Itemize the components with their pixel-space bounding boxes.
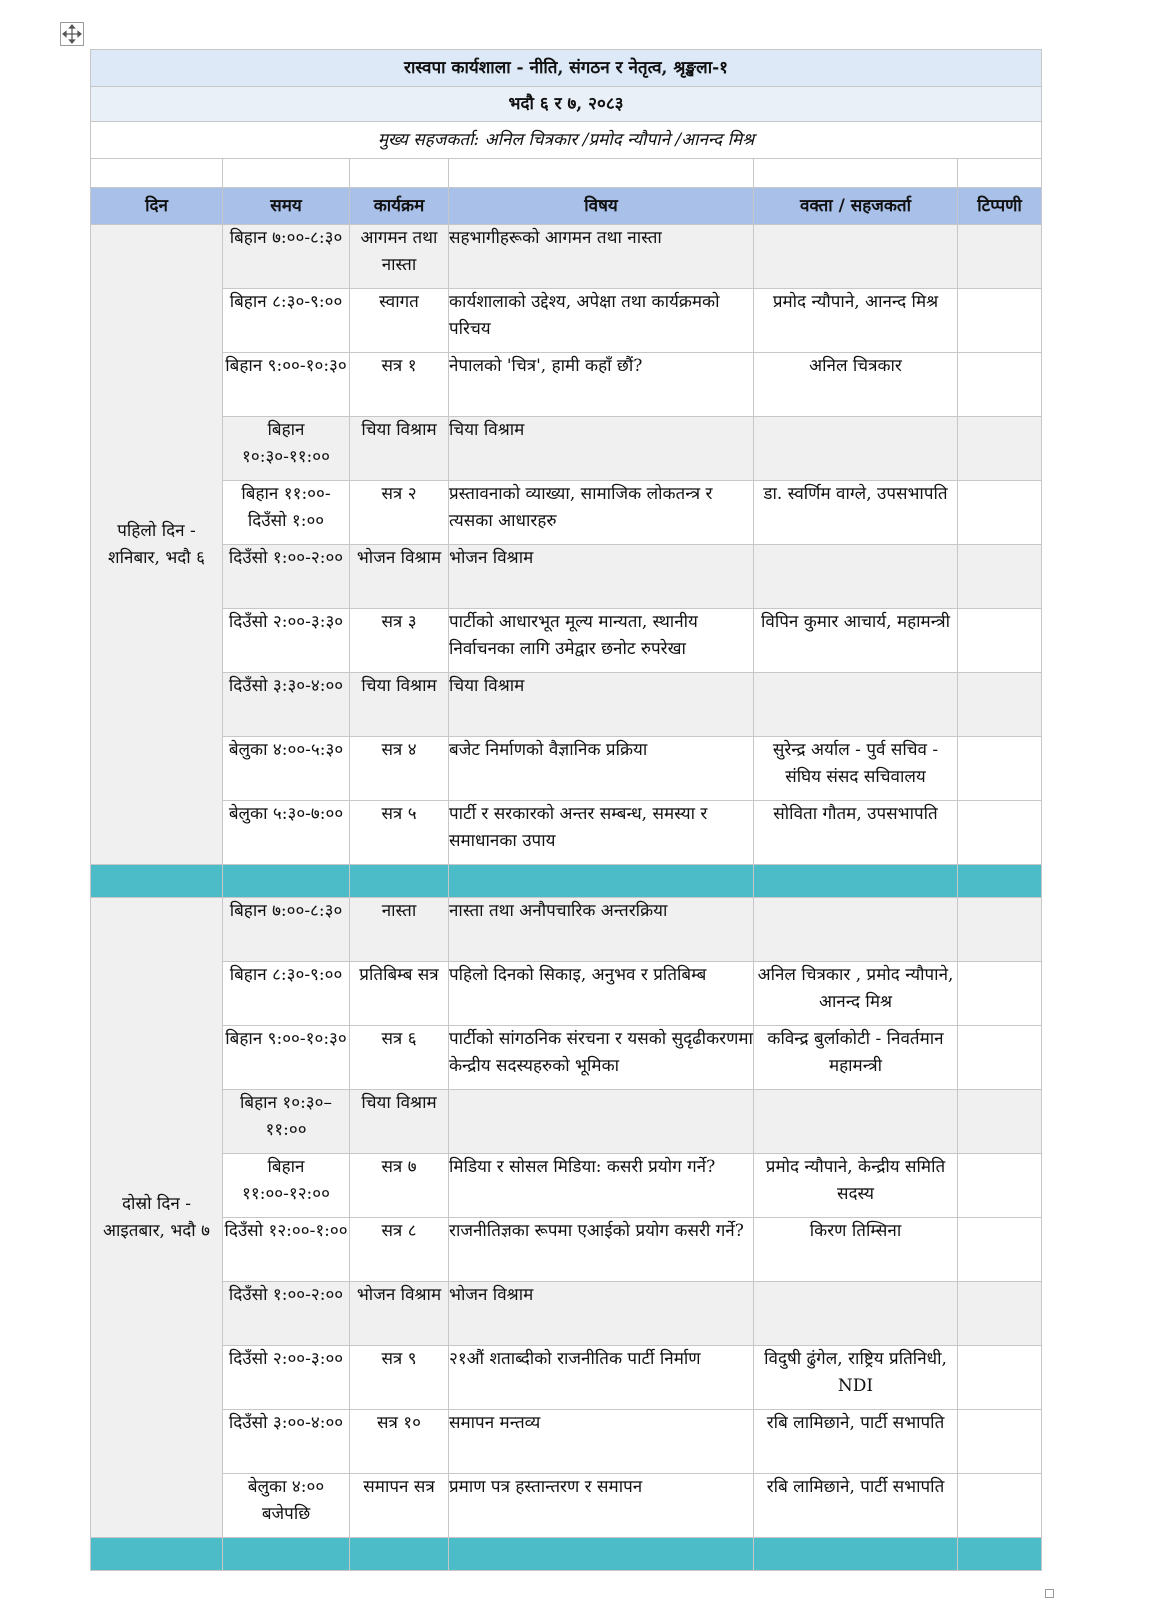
table-move-handle[interactable] — [60, 22, 84, 46]
separator-cell — [91, 865, 223, 898]
col-header-day: दिन — [91, 188, 223, 225]
session-row — [91, 1282, 1042, 1346]
session-program: नास्ता — [350, 898, 449, 962]
separator-cell — [958, 865, 1042, 898]
session-topic: पार्टी र सरकारको अन्तर सम्बन्ध, समस्या र समाधानका उपाय — [449, 801, 754, 865]
session-time: बेलुका ४:०० बजेपछि — [223, 1474, 350, 1538]
session-time: दिउँसो १२:००-१:०० — [223, 1218, 350, 1282]
session-time: दिउँसो १:००-२:०० — [223, 545, 350, 609]
separator-cell — [350, 1538, 449, 1571]
col-header-speaker: वक्ता / सहजकर्ता — [754, 188, 958, 225]
session-time: दिउँसो २:००-३:०० — [223, 1346, 350, 1410]
move-arrows-icon — [61, 23, 83, 45]
session-note — [958, 609, 1042, 673]
day-separator-row — [91, 865, 1042, 898]
session-speaker: किरण तिम्सिना — [754, 1218, 958, 1282]
session-note — [958, 481, 1042, 545]
session-topic: चिया विश्राम — [449, 673, 754, 737]
session-speaker: सुरेन्द्र अर्याल - पुर्व सचिव - संघिय संसद सचिवालय — [754, 737, 958, 801]
session-program: सत्र ८ — [350, 1218, 449, 1282]
separator-cell — [754, 1538, 958, 1571]
session-speaker: रबि लामिछाने, पार्टी सभापति — [754, 1474, 958, 1538]
separator-cell — [223, 865, 350, 898]
col-header-topic: विषय — [449, 188, 754, 225]
separator-cell — [754, 865, 958, 898]
session-program: सत्र ७ — [350, 1154, 449, 1218]
session-time: बिहान ११:००-दिउँसो १:०० — [223, 481, 350, 545]
session-note — [958, 1090, 1042, 1154]
separator-cell — [958, 1538, 1042, 1571]
session-speaker — [754, 673, 958, 737]
separator-cell — [449, 1538, 754, 1571]
session-row — [91, 545, 1042, 609]
session-note — [958, 1282, 1042, 1346]
session-note — [958, 353, 1042, 417]
title-row — [91, 50, 1042, 87]
session-speaker: अनिल चित्रकार , प्रमोद न्यौपाने, आनन्द मिश्र — [754, 962, 958, 1026]
blank-cell — [754, 159, 958, 188]
day-label: पहिलो दिन - शनिबार, भदौ ६ — [91, 225, 223, 865]
schedule-table — [90, 49, 1042, 1571]
session-time: बिहान ८:३०-९:०० — [223, 289, 350, 353]
session-topic: प्रमाण पत्र हस्तान्तरण र समापन — [449, 1474, 754, 1538]
session-topic: पहिलो दिनको सिकाइ, अनुभव र प्रतिबिम्ब — [449, 962, 754, 1026]
session-speaker — [754, 898, 958, 962]
blank-cell — [350, 159, 449, 188]
session-row — [91, 609, 1042, 673]
session-topic: मिडिया र सोसल मिडिया: कसरी प्रयोग गर्ने? — [449, 1154, 754, 1218]
session-speaker: कविन्द्र बुर्लाकोटी - निवर्तमान महामन्त्री — [754, 1026, 958, 1090]
session-speaker — [754, 1282, 958, 1346]
date-row — [91, 87, 1042, 122]
session-program: सत्र २ — [350, 481, 449, 545]
session-topic: कार्यशालाको उद्देश्य, अपेक्षा तथा कार्यक्रमको परिचय — [449, 289, 754, 353]
session-note — [958, 898, 1042, 962]
session-program: भोजन विश्राम — [350, 1282, 449, 1346]
session-note — [958, 289, 1042, 353]
col-header-note: टिप्पणी — [958, 188, 1042, 225]
session-note — [958, 801, 1042, 865]
session-program: सत्र १० — [350, 1410, 449, 1474]
separator-cell — [449, 865, 754, 898]
session-program: स्वागत — [350, 289, 449, 353]
session-row — [91, 289, 1042, 353]
session-topic: पार्टीको सांगठनिक संरचना र यसको सुदृढीकरणमा केन्द्रीय सदस्यहरुको भूमिका — [449, 1026, 754, 1090]
facilitators-row — [91, 122, 1042, 159]
blank-row — [91, 159, 1042, 188]
session-topic: राजनीतिज्ञका रूपमा एआईको प्रयोग कसरी गर्ने? — [449, 1218, 754, 1282]
session-program: प्रतिबिम्ब सत्र — [350, 962, 449, 1026]
session-time: दिउँसो ३:३०-४:०० — [223, 673, 350, 737]
session-time: बिहान ११:००-१२:०० — [223, 1154, 350, 1218]
session-note — [958, 225, 1042, 289]
session-row — [91, 1474, 1042, 1538]
workshop-date: भदौ ६ र ७, २०८३ — [91, 87, 1042, 122]
blank-cell — [223, 159, 350, 188]
session-time: दिउँसो १:००-२:०० — [223, 1282, 350, 1346]
session-program: भोजन विश्राम — [350, 545, 449, 609]
session-speaker: सोविता गौतम, उपसभापति — [754, 801, 958, 865]
session-speaker — [754, 225, 958, 289]
session-time: बिहान ८:३०-९:०० — [223, 962, 350, 1026]
session-program: सत्र ४ — [350, 737, 449, 801]
session-speaker — [754, 417, 958, 481]
session-topic: सहभागीहरूको आगमन तथा नास्ता — [449, 225, 754, 289]
session-topic: २१औं शताब्दीको राजनीतिक पार्टी निर्माण — [449, 1346, 754, 1410]
session-time: बिहान ७:००-८:३० — [223, 898, 350, 962]
session-program: सत्र ६ — [350, 1026, 449, 1090]
session-row — [91, 1090, 1042, 1154]
session-program: चिया विश्राम — [350, 417, 449, 481]
session-program: सत्र ५ — [350, 801, 449, 865]
session-topic: नास्ता तथा अनौपचारिक अन्तरक्रिया — [449, 898, 754, 962]
separator-cell — [223, 1538, 350, 1571]
separator-cell — [350, 865, 449, 898]
session-note — [958, 545, 1042, 609]
session-row — [91, 801, 1042, 865]
session-row — [91, 1218, 1042, 1282]
session-speaker: विपिन कुमार आचार्य, महामन्त्री — [754, 609, 958, 673]
session-time: दिउँसो ३:००-४:०० — [223, 1410, 350, 1474]
session-speaker: डा. स्वर्णिम वाग्ले, उपसभापति — [754, 481, 958, 545]
session-note — [958, 1218, 1042, 1282]
session-time: बिहान १०:३०-११:०० — [223, 417, 350, 481]
session-topic: चिया विश्राम — [449, 417, 754, 481]
session-time: बिहान १०:३०–११:०० — [223, 1090, 350, 1154]
session-speaker — [754, 1090, 958, 1154]
session-topic: भोजन विश्राम — [449, 545, 754, 609]
blank-cell — [958, 159, 1042, 188]
session-speaker: विदुषी ढुंगेल, राष्ट्रिय प्रतिनिधी, NDI — [754, 1346, 958, 1410]
session-time: बिहान ७:००-८:३० — [223, 225, 350, 289]
session-row — [91, 417, 1042, 481]
session-program: सत्र ३ — [350, 609, 449, 673]
session-topic — [449, 1090, 754, 1154]
session-speaker: अनिल चित्रकार — [754, 353, 958, 417]
session-time: बिहान ९:००-१०:३० — [223, 1026, 350, 1090]
session-row — [91, 673, 1042, 737]
column-header-row — [91, 188, 1042, 225]
session-time: बिहान ९:००-१०:३० — [223, 353, 350, 417]
day-label: दोस्रो दिन - आइतबार, भदौ ७ — [91, 898, 223, 1538]
session-note — [958, 737, 1042, 801]
session-time: बेलुका ५:३०-७:०० — [223, 801, 350, 865]
session-program: आगमन तथा नास्ता — [350, 225, 449, 289]
session-note — [958, 962, 1042, 1026]
session-program: चिया विश्राम — [350, 1090, 449, 1154]
session-row — [91, 737, 1042, 801]
session-topic: नेपालको 'चित्र', हामी कहाँ छौं? — [449, 353, 754, 417]
session-topic: बजेट निर्माणको वैज्ञानिक प्रक्रिया — [449, 737, 754, 801]
session-topic: प्रस्तावनाको व्याख्या, सामाजिक लोकतन्त्र र त्यसका आधारहरु — [449, 481, 754, 545]
session-program: सत्र १ — [350, 353, 449, 417]
workshop-title: रास्वपा कार्यशाला - नीति, संगठन र नेतृत्व, श्रृङ्खला-१ — [91, 50, 1042, 87]
session-note — [958, 1474, 1042, 1538]
session-time: दिउँसो २:००-३:३० — [223, 609, 350, 673]
session-note — [958, 417, 1042, 481]
session-row — [91, 1410, 1042, 1474]
session-time: बेलुका ४:००-५:३० — [223, 737, 350, 801]
session-row — [91, 962, 1042, 1026]
session-topic: भोजन विश्राम — [449, 1282, 754, 1346]
session-topic: पार्टीको आधारभूत मूल्य मान्यता, स्थानीय निर्वाचनका लागि उमेद्वार छनोट रुपरेखा — [449, 609, 754, 673]
session-row — [91, 1026, 1042, 1090]
session-row — [91, 898, 1042, 962]
session-program: समापन सत्र — [350, 1474, 449, 1538]
table-resize-handle[interactable] — [1045, 1589, 1054, 1598]
session-row — [91, 1346, 1042, 1410]
session-row — [91, 353, 1042, 417]
separator-cell — [91, 1538, 223, 1571]
session-row — [91, 1154, 1042, 1218]
session-speaker: प्रमोद न्यौपाने, केन्द्रीय समिति सदस्य — [754, 1154, 958, 1218]
blank-cell — [449, 159, 754, 188]
session-speaker — [754, 545, 958, 609]
col-header-time: समय — [223, 188, 350, 225]
session-note — [958, 673, 1042, 737]
main-facilitators: मुख्य सहजकर्ता: अनिल चित्रकार /प्रमोद न्यौपाने /आनन्द मिश्र — [91, 122, 1042, 159]
session-note — [958, 1410, 1042, 1474]
session-program: सत्र ९ — [350, 1346, 449, 1410]
session-speaker: प्रमोद न्यौपाने, आनन्द मिश्र — [754, 289, 958, 353]
session-note — [958, 1346, 1042, 1410]
blank-cell — [91, 159, 223, 188]
col-header-program: कार्यक्रम — [350, 188, 449, 225]
session-program: चिया विश्राम — [350, 673, 449, 737]
session-speaker: रबि लामिछाने, पार्टी सभापति — [754, 1410, 958, 1474]
session-topic: समापन मन्तव्य — [449, 1410, 754, 1474]
session-row — [91, 481, 1042, 545]
session-row — [91, 225, 1042, 289]
day-separator-row — [91, 1538, 1042, 1571]
session-note — [958, 1026, 1042, 1090]
session-note — [958, 1154, 1042, 1218]
